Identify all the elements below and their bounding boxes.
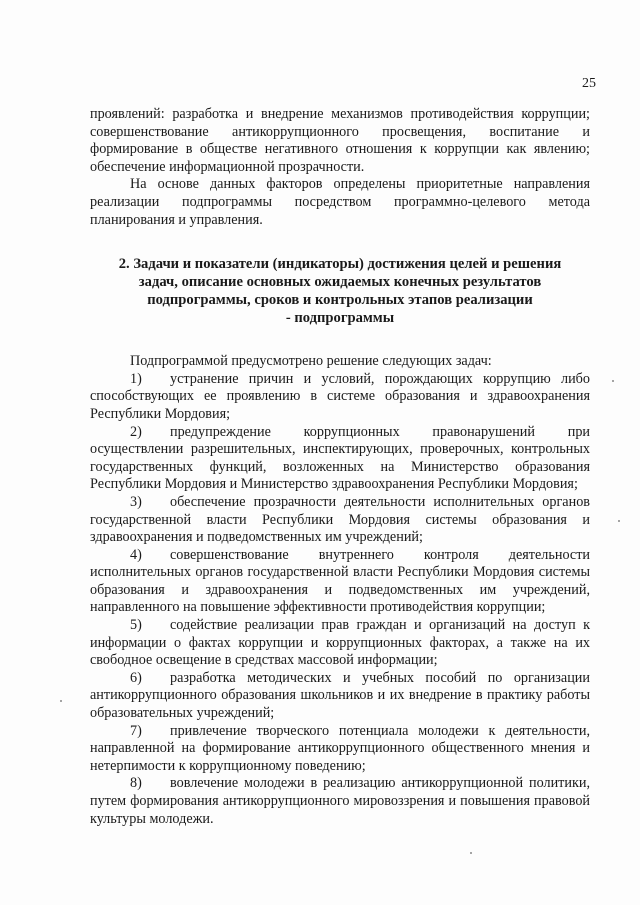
task-number: 1) — [130, 370, 142, 387]
section-heading-line-3: подпрограммы, сроков и контрольных этапов реализации — [147, 292, 533, 309]
task-number: 2) — [130, 423, 142, 440]
section-heading-line-2: задач, описание основных ожидаемых конечных результатов — [138, 274, 542, 291]
scan-speck — [618, 520, 620, 522]
task-text: вовлечение молодежи в реализацию антикоррупционной политики, путем формирования антикоррупционного мировоззрения и повышения правовой культуры молодежи. — [90, 775, 590, 827]
task-number: 5) — [130, 617, 142, 634]
task-number: 4) — [130, 546, 142, 563]
task-text: обеспечение прозрачности деятельности исполнительных органов государственной власти Республики Мордовия системы образования и здравоохранения и подведомственных им учреждений; — [90, 493, 590, 546]
task-text: устранение причин и условий, порождающих коррупцию либо способствующих ее проявлению в системе образования и здравоохранения Республики Мордовия; — [90, 370, 590, 422]
task-item-7 — [90, 723, 590, 776]
scan-speck — [60, 700, 62, 702]
task-item-4 — [90, 547, 590, 617]
section-heading-line-4: - подпрограммы — [285, 310, 395, 327]
scan-speck — [470, 852, 472, 854]
tasks-intro: Подпрограммой предусмотрено решение следующих задач: — [130, 353, 492, 370]
task-item-3 — [90, 494, 590, 547]
task-item-8 — [90, 775, 590, 828]
section-heading-line-1: 2. Задачи и показатели (индикаторы) достижения целей и решения — [118, 256, 562, 273]
section-heading — [90, 255, 590, 327]
task-number: 8) — [130, 775, 142, 792]
task-text: разработка методических и учебных пособий по организации антикоррупционного образования школьников и их внедрение в практику работы образовательных учреждений; — [90, 669, 590, 722]
task-text: привлечение творческого потенциала молодежи к деятельности, направленной на формирование антикоррупционного общественного мнения и нетерпимости к коррупционному поведению; — [90, 722, 590, 774]
task-number: 3) — [130, 493, 142, 510]
task-number: 7) — [130, 722, 142, 739]
task-item-1 — [90, 371, 590, 424]
intro-paragraph-1: проявлений: разработка и внедрение механизмов противодействия коррупции; совершенствование антикоррупционного просвещения, воспитание и формирование в обществе негативного отношения к коррупции как явлению; обеспечение информационной прозрачности. — [90, 106, 590, 175]
task-text: предупреждение коррупционных правонарушений при осуществлении разрешительных, инспектирующих, проверочных, контрольных государственных функций, возложенных на Министерство образования Республики Мордовия и Министерство здравоохранения Республики Мордовия; — [90, 423, 590, 493]
task-item-2 — [90, 424, 590, 494]
scan-speck — [612, 380, 614, 382]
task-text: содействие реализации прав граждан и организаций на доступ к информации о фактах коррупции и коррупционных факторах, а также на их свободное освещение в средствах массовой информации; — [90, 617, 590, 669]
task-item-6 — [90, 670, 590, 723]
task-number: 6) — [130, 669, 142, 686]
intro-paragraph-2: На основе данных факторов определены приоритетные направления реализации подпрограммы посредством программно-целевого метода планирования и управления. — [90, 176, 590, 228]
document-body — [90, 106, 590, 828]
page-number: 25 — [582, 76, 596, 91]
task-text: совершенствование внутреннего контроля деятельности исполнительных органов государственной власти Республики Мордовия системы образования и здравоохранения и подведомственных им учреждений, направленного на повышение эффективности противодействия коррупции; — [90, 546, 590, 616]
task-item-5 — [90, 617, 590, 670]
